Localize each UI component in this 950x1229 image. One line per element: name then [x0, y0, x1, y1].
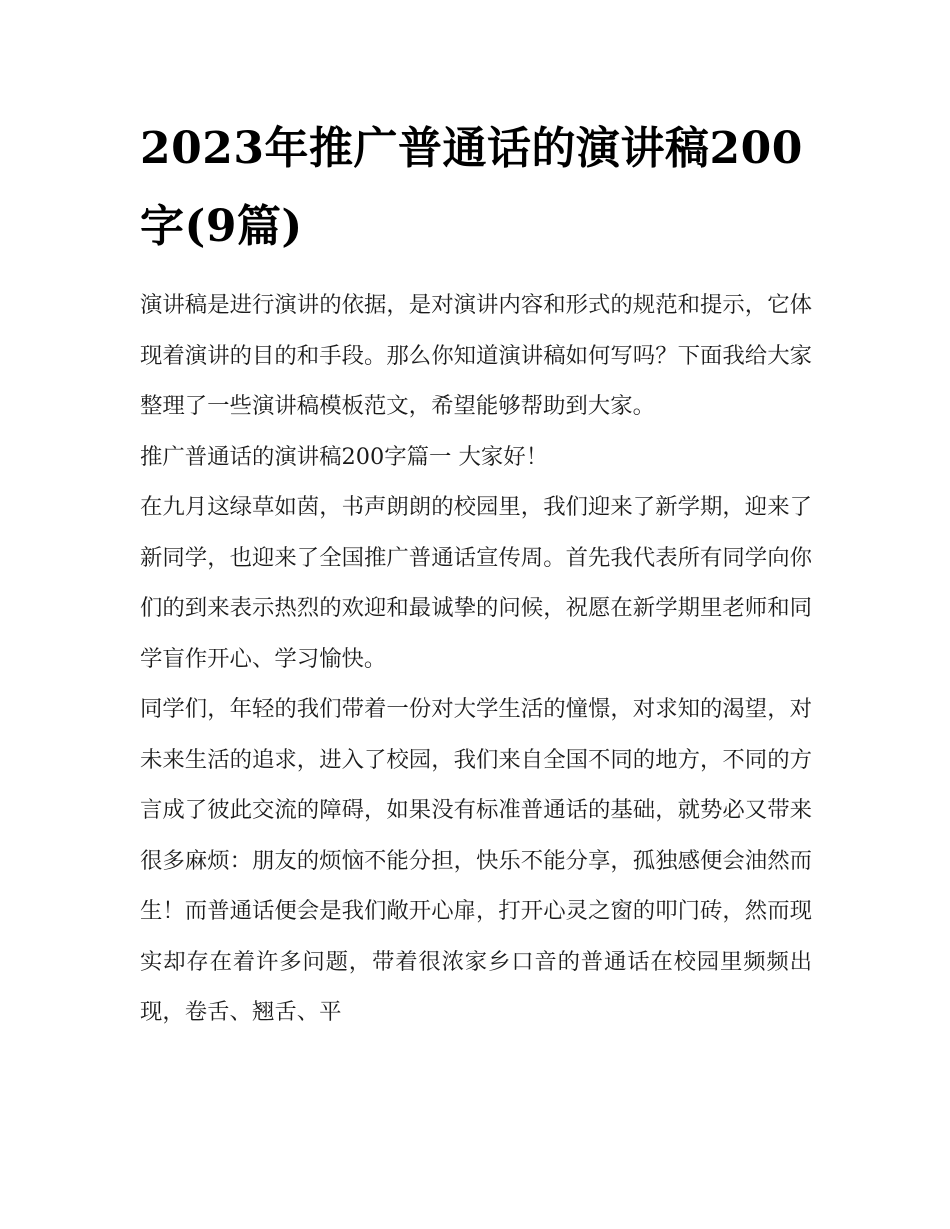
document-title: 2023年推广普通话的演讲稿200字(9篇)	[140, 123, 803, 252]
body-paragraph: 同学们，年轻的我们带着一份对大学生活的憧憬，对求知的渴望，对未来生活的追求，进入了校园，我们来自全国不同的地方，不同的方言成了彼此交流的障碍，如果没有标准普通话的基础，就势必又带来很多麻烦：朋友的烦恼不能分担，快乐不能分享，孤独感便会油然而生！而普通话便会是我们敞开心扉，打开心灵之窗的叩门砖，然而现实却存在着许多问题，带着很浓家乡口音的普通话在校园里频频出现，卷舌、翘舌、平	[140, 696, 812, 1025]
section-heading-paragraph: 推广普通话的演讲稿200字篇一 大家好！	[140, 443, 549, 470]
document-body	[140, 110, 812, 1038]
body-paragraph: 在九月这绿草如茵，书声朗朗的校园里，我们迎来了新学期，迎来了新同学，也迎来了全国推广普通话宣传周。首先我代表所有同学向你们的到来表示热烈的欢迎和最诚挚的问候，祝愿在新学期里老师和同学盲作开心、学习愉快。	[140, 494, 812, 672]
intro-paragraph: 演讲稿是进行演讲的依据，是对演讲内容和形式的规范和提示，它体现着演讲的目的和手段。那么你知道演讲稿如何写吗？下面我给大家整理了一些演讲稿模板范文，希望能够帮助到大家。	[140, 292, 812, 419]
